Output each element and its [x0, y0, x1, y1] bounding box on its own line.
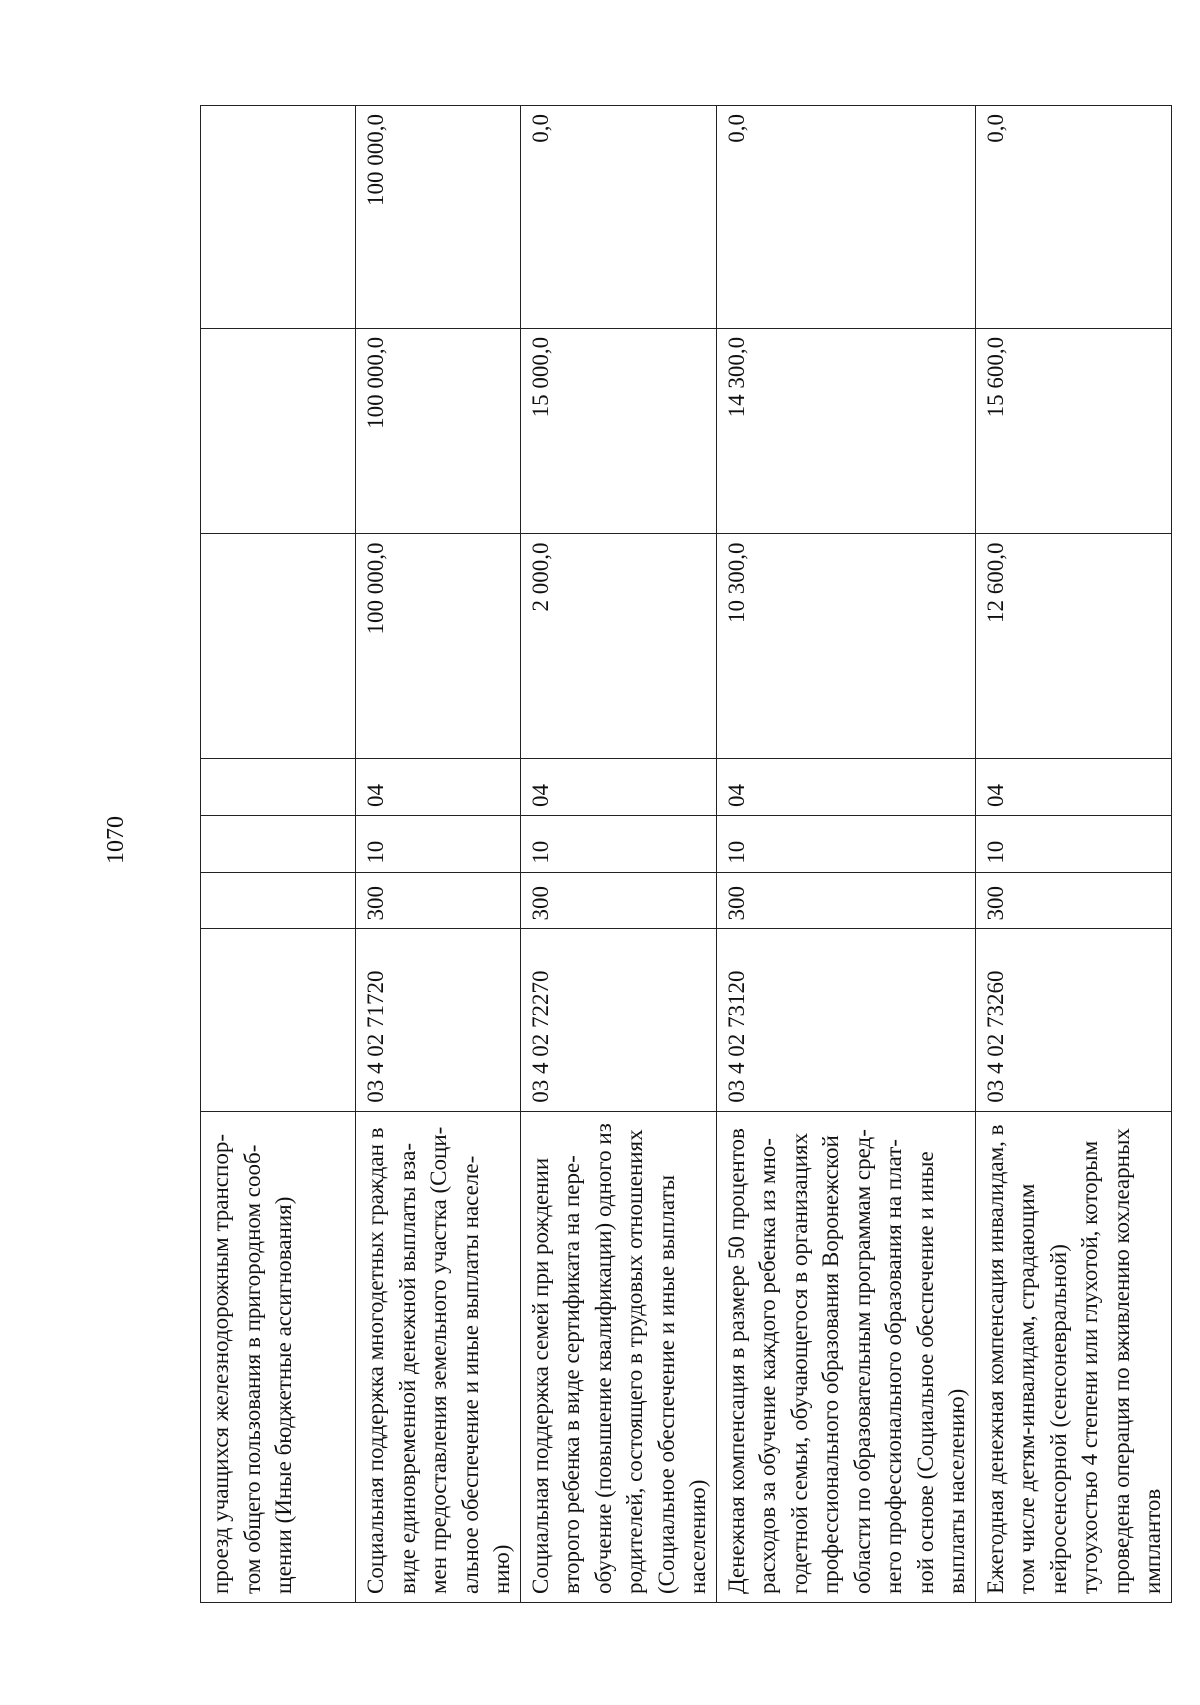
row-value-1: 12 600,0	[975, 534, 1171, 759]
row-value-3	[201, 106, 356, 329]
table-row	[356, 106, 521, 1603]
page-number: 1070	[103, 816, 129, 864]
row-value-3: 0,0	[975, 106, 1171, 329]
row-vr: 300	[975, 872, 1171, 929]
row-rz: 10	[356, 816, 521, 873]
row-description: Денежная компенсация в размере 50 процентов расходов за обучение каждого ребенка из мно-годетной семьи, обучающегося в организациях профессионального образования Воронежской области по образовательным программам сред-него профессионального образования на плат-ной основе (Социальное обеспечение и иные выплаты населению)	[716, 1111, 975, 1602]
row-description: проезд учащихся железнодорожным транспор-том общего пользования в пригородном сооб-щении (Иные бюджетные ассигнования)	[201, 1111, 356, 1602]
row-pr: 04	[356, 759, 521, 816]
row-rz	[201, 816, 356, 873]
row-description: Социальная поддержка семей при рождении второго ребенка в виде сертификата на пере-обучение (повышение квалификации) одного из родителей, состоящего в трудовых отношениях (Социальное обеспечение и иные выплаты населению)	[520, 1111, 716, 1602]
budget-table-rotated	[200, 105, 1165, 1603]
row-pr	[201, 759, 356, 816]
table-row	[201, 106, 356, 1603]
row-value-2: 15 600,0	[975, 328, 1171, 534]
row-pr: 04	[716, 759, 975, 816]
row-value-2: 14 300,0	[716, 328, 975, 534]
row-vr	[201, 872, 356, 929]
row-vr: 300	[716, 872, 975, 929]
row-value-1: 2 000,0	[520, 534, 716, 759]
row-code	[201, 929, 356, 1111]
row-code: 03 4 02 71720	[356, 929, 521, 1111]
row-value-2: 100 000,0	[356, 328, 521, 534]
row-description: Ежегодная денежная компенсация инвалидам, в том числе детям-инвалидам, страдающим нейросенсорной (сенсоневральной) тугоухостью 4 степени или глухотой, которым проведена операция по вживлению кохлеарных имплантов	[975, 1111, 1171, 1602]
row-vr: 300	[520, 872, 716, 929]
row-pr: 04	[975, 759, 1171, 816]
row-code: 03 4 02 73120	[716, 929, 975, 1111]
row-value-3: 100 000,0	[356, 106, 521, 329]
table-row	[975, 106, 1171, 1603]
row-value-1: 100 000,0	[356, 534, 521, 759]
row-value-1: 10 300,0	[716, 534, 975, 759]
row-value-2	[201, 328, 356, 534]
row-value-1	[201, 534, 356, 759]
row-vr: 300	[356, 872, 521, 929]
table-row	[520, 106, 716, 1603]
row-rz: 10	[716, 816, 975, 873]
row-code: 03 4 02 73260	[975, 929, 1171, 1111]
row-value-3: 0,0	[716, 106, 975, 329]
row-value-2: 15 000,0	[520, 328, 716, 534]
row-pr: 04	[520, 759, 716, 816]
row-rz: 10	[520, 816, 716, 873]
row-rz: 10	[975, 816, 1171, 873]
budget-table	[200, 105, 1172, 1603]
row-description: Социальная поддержка многодетных граждан в виде единовременной денежной выплаты вза-мен предоставления земельного участка (Соци-альное обеспечение и иные выплаты населе-нию)	[356, 1111, 521, 1602]
row-value-3: 0,0	[520, 106, 716, 329]
table-row	[716, 106, 975, 1603]
row-code: 03 4 02 72270	[520, 929, 716, 1111]
